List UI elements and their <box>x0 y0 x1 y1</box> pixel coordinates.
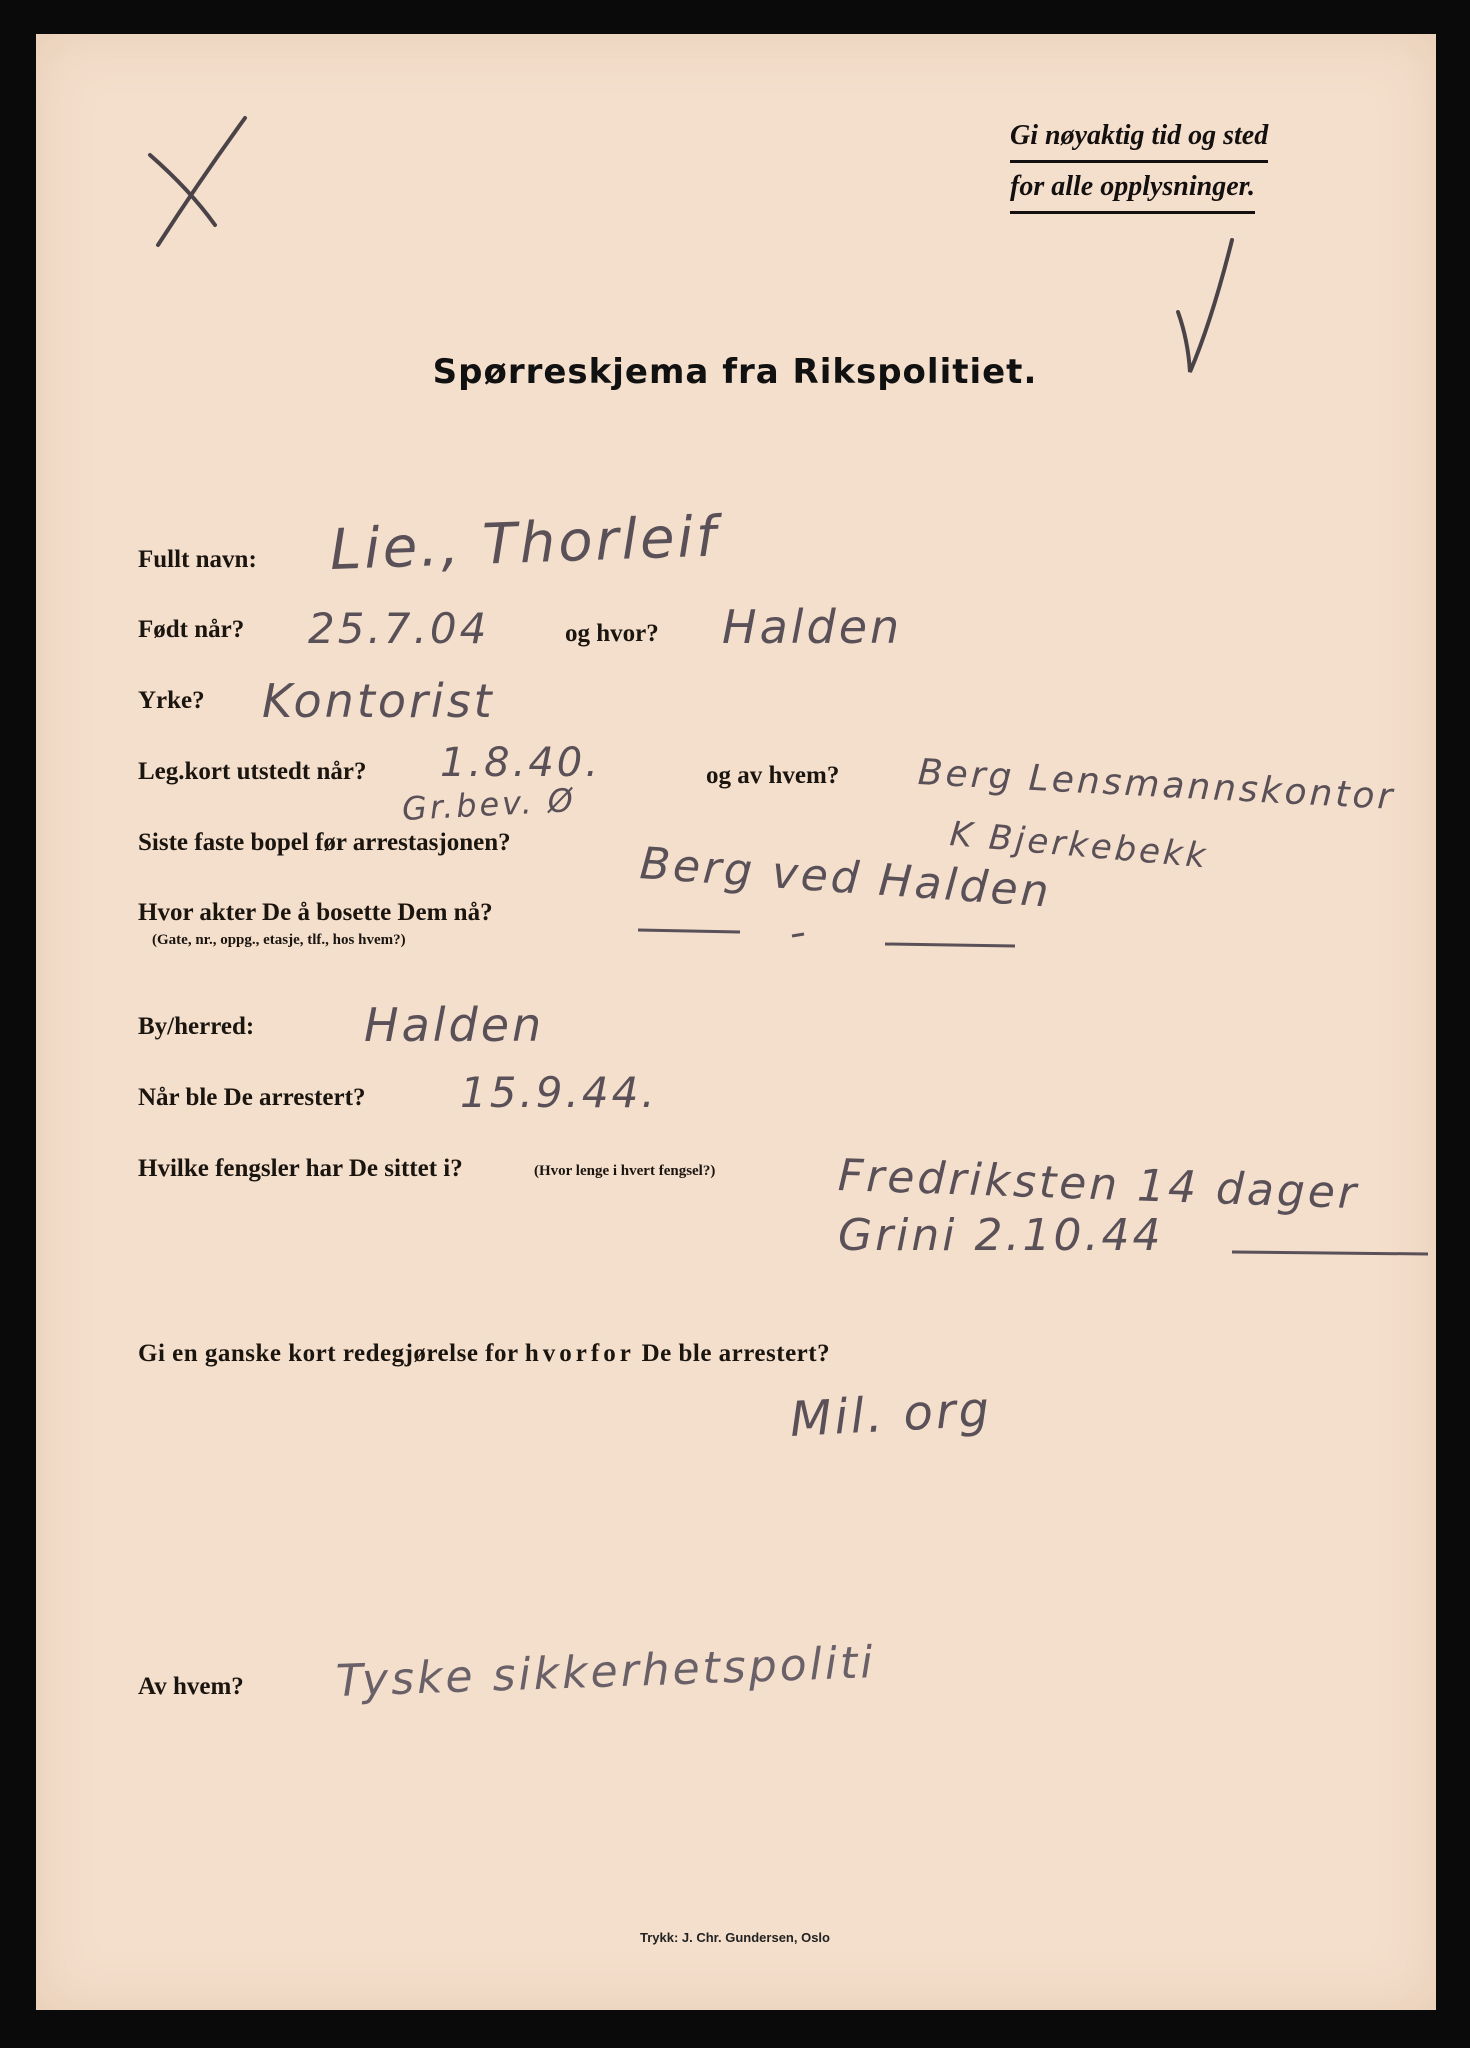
reason-label <box>138 1340 830 1368</box>
prisons-label: Hvilke fengsler har De sittet i? <box>138 1155 463 1182</box>
legkort-by-value: Berg Lensmannskontor <box>916 752 1397 818</box>
born-label: Født når? <box>138 616 245 643</box>
settle-label: Hvor akter De å bosette Dem nå? <box>138 899 493 926</box>
residence-note: Gr.bev. Ø <box>401 780 577 828</box>
born-value: 25.7.04 <box>308 604 490 653</box>
reason-label-start: Gi en ganske kort redegjørelse for <box>138 1340 519 1367</box>
prisons-sublabel: (Hvor lenge i hvert fengsel?) <box>534 1163 716 1179</box>
settle-dash-3 <box>885 944 1015 946</box>
born-where-label: og hvor? <box>565 620 659 647</box>
legkort-value: 1.8.40. <box>440 740 601 786</box>
settle-dash-2 <box>792 934 804 936</box>
name-value: Lie., Thorleif <box>328 504 720 583</box>
city-label: By/herred: <box>138 1013 255 1040</box>
legkort-label: Leg.kort utstedt når? <box>138 758 367 785</box>
form-title: Spørreskjema fra Rikspolitiet. <box>432 352 1038 392</box>
reason-label-emph: hvorfor <box>524 1340 635 1367</box>
city-value: Halden <box>364 998 545 1052</box>
notice-line-1: Gi nøyaktig tid og sted <box>1010 112 1268 163</box>
cross-mark <box>150 118 245 245</box>
settle-dash-1 <box>638 930 740 932</box>
instruction-notice <box>1010 112 1268 214</box>
legkort-by-label: og av hvem? <box>706 762 840 789</box>
residence-value-2: Berg ved Halden <box>638 838 1054 918</box>
arrested-value: 15.9.44. <box>460 1068 658 1117</box>
arrested-label: Når ble De arrestert? <box>138 1084 366 1111</box>
residence-value-1: K Bjerkebekk <box>948 814 1211 877</box>
settle-sublabel: (Gate, nr., oppg., etasje, tlf., hos hvem?) <box>152 932 406 948</box>
prisons-underline <box>1232 1252 1428 1254</box>
reason-value: Mil. org <box>788 1381 994 1448</box>
reason-label-end: De ble arrestert? <box>641 1340 831 1367</box>
by-whom-value: Tyske sikkerhetspoliti <box>335 1637 877 1707</box>
prisons-value-2: Grini 2.10.44 <box>838 1210 1164 1261</box>
occupation-label: Yrke? <box>138 687 205 714</box>
residence-label: Siste faste bopel før arrestasjonen? <box>138 829 511 856</box>
name-label: Fullt navn: <box>138 546 257 573</box>
notice-line-2: for alle opplysninger. <box>1010 163 1255 214</box>
prisons-value-1: Fredriksten 14 dager <box>837 1150 1360 1220</box>
by-whom-label: Av hvem? <box>138 1673 244 1700</box>
occupation-value: Kontorist <box>262 674 495 728</box>
printer-imprint: Trykk: J. Chr. Gundersen, Oslo <box>639 1930 830 1945</box>
born-where-value: Halden <box>722 600 903 654</box>
